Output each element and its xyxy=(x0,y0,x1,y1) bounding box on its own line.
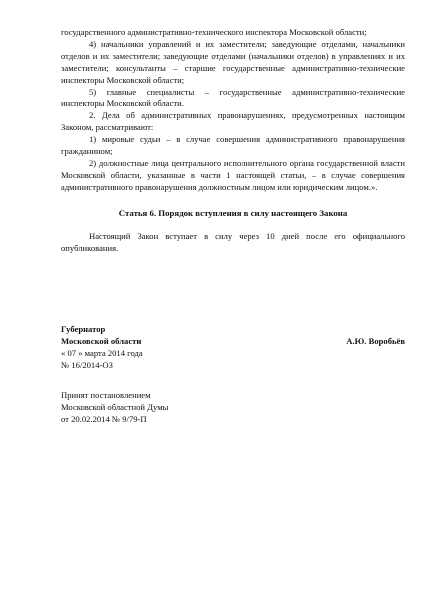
signing-date: « 07 » марта 2014 года xyxy=(61,347,143,358)
paragraph-officials: 2) должностные лица центрального исполнительного органа государственной власти Московской области, указанные в части 1 настоящей статьи, – в случае совершения административного правонарушения должностным лицом или юридическим лицом.». xyxy=(61,157,405,192)
law-number: № 16/2014-ОЗ xyxy=(61,359,113,370)
adoption-note xyxy=(61,390,405,426)
paragraph-part-2: 2. Дела об административных правонарушениях, предусмотренных настоящим Законом, рассматривают: xyxy=(61,110,405,133)
law-body xyxy=(61,27,405,254)
paragraph-item-5: 5) главные специалисты – государственные административно-технические инспекторы Московской области. xyxy=(61,86,405,109)
adoption-line2: Московской областной Думы xyxy=(61,401,169,412)
article-6-heading: Статья 6. Порядок вступления в силу настоящего Закона xyxy=(118,207,348,218)
signer-name: А.Ю. Воробьёв xyxy=(346,335,405,346)
paragraph-item-4: 4) начальники управлений и их заместители; заведующие отделами, начальники отделов и их заместители; заведующие отделами (начальники отделов) в управлениях и их заместители; консультанты – старшие государственные административно-технические инспекторы Московской области; xyxy=(61,38,405,85)
signer-title-line2: Московской области xyxy=(61,335,142,346)
adoption-line3: от 20.02.2014 № 9/79-П xyxy=(61,413,147,424)
article-6-text: Настоящий Закон вступает в силу через 10 дней после его официального опубликования. xyxy=(61,230,405,253)
signer-title-line1: Губернатор xyxy=(61,324,106,334)
paragraph-inspector-continuation: государственного административно-технического инспектора Московской области; xyxy=(61,27,367,37)
paragraph-judges: 1) мировые судьи – в случае совершения административного правонарушения гражданином; xyxy=(61,134,405,157)
adoption-line1: Принят постановлением xyxy=(61,390,151,400)
signature-block xyxy=(61,324,405,372)
